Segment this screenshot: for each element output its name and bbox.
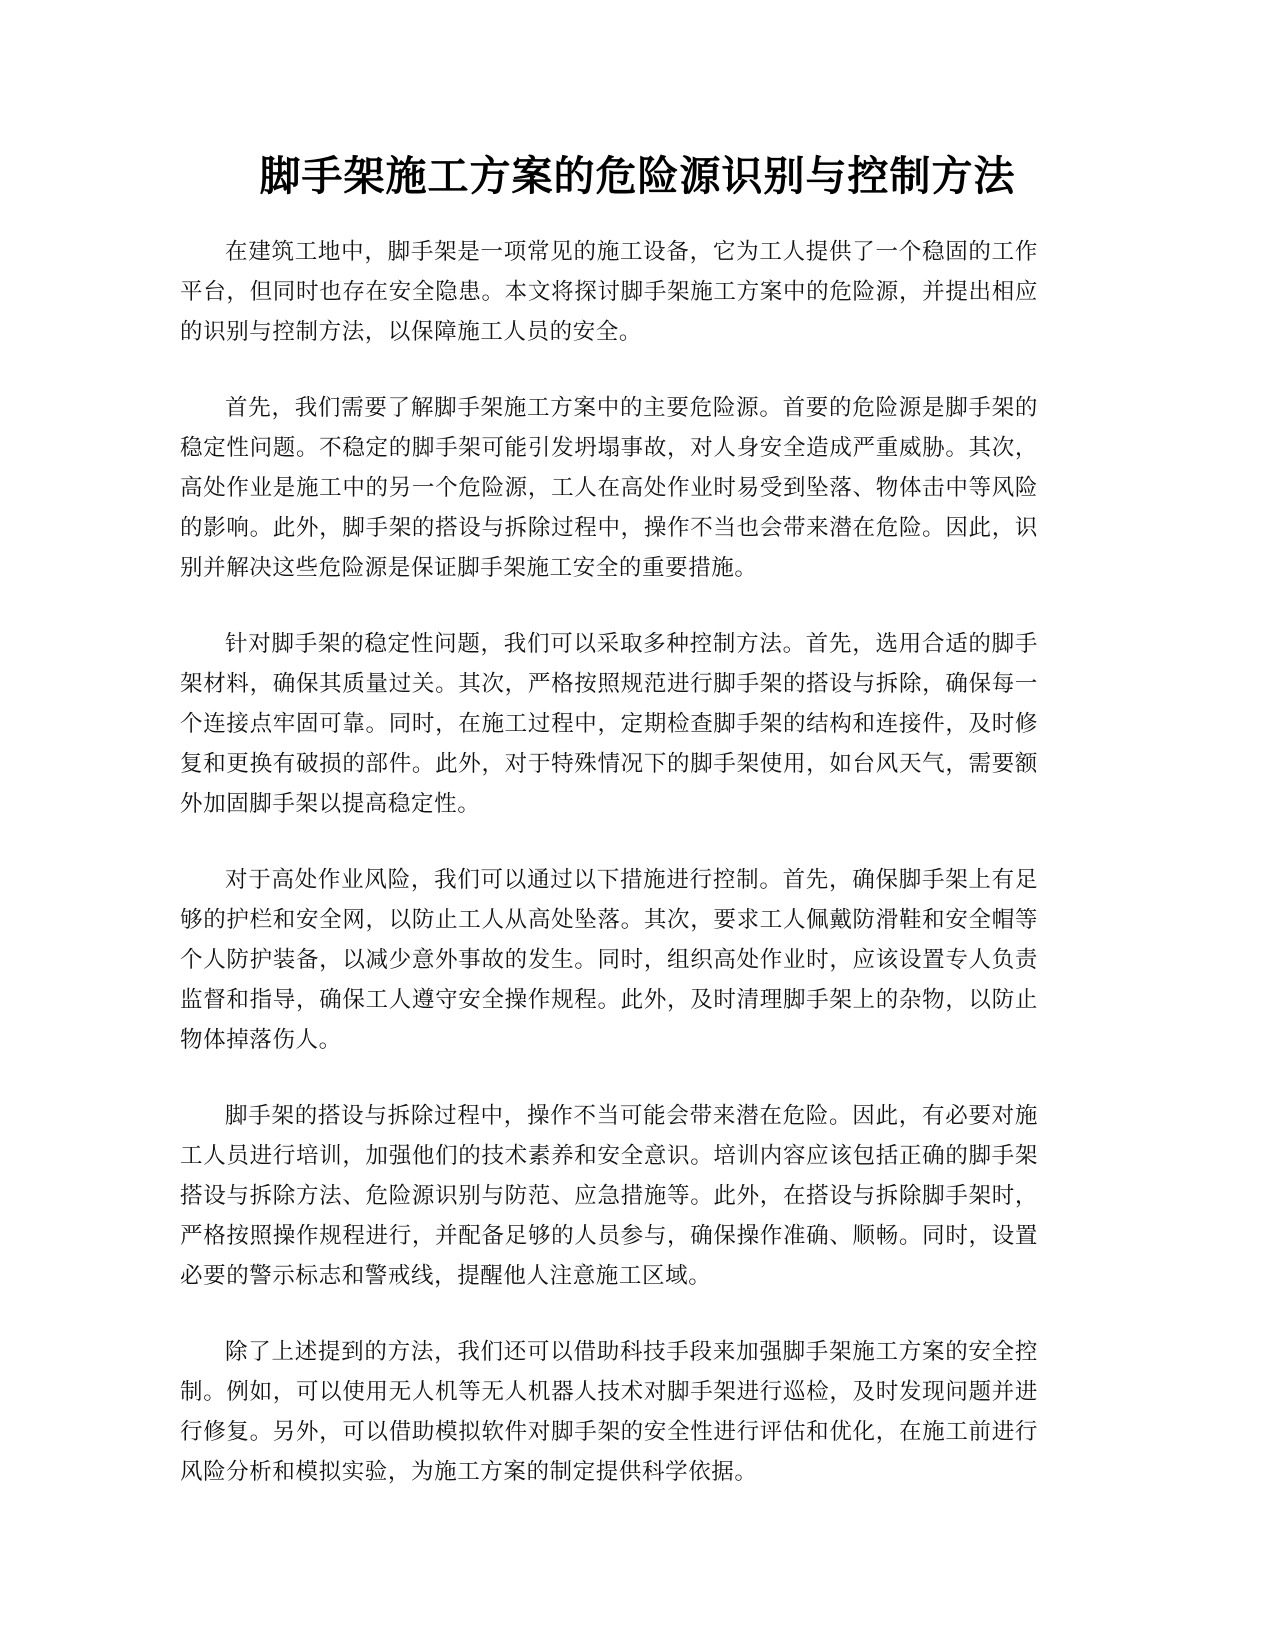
paragraph-stability-control: 针对脚手架的稳定性问题，我们可以采取多种控制方法。首先，选用合适的脚手架材料，确保其质量过关。其次，严格按照规范进行脚手架的搭设与拆除，确保每一个连接点牢固可靠。同时，在施工过程中，定期检查脚手架的结构和连接件，及时修复和更换有破损的部件。此外，对于特殊情况下的脚手架使用，如台风天气，需要额外加固脚手架以提高稳定性。 <box>180 631 1038 817</box>
paragraph-intro: 在建筑工地中，脚手架是一项常见的施工设备，它为工人提供了一个稳固的工作平台，但同时也存在安全隐患。本文将探讨脚手架施工方案中的危险源，并提出相应的识别与控制方法，以保障施工人员的安全。 <box>180 239 1038 345</box>
paragraph-erection-dismantling: 脚手架的搭设与拆除过程中，操作不当可能会带来潜在危险。因此，有必要对施工人员进行培训，加强他们的技术素养和安全意识。培训内容应该包括正确的脚手架搭设与拆除方法、危险源识别与防范、应急措施等。此外，在搭设与拆除脚手架时，严格按照操作规程进行，并配备足够的人员参与，确保操作准确、顺畅。同时，设置必要的警示标志和警戒线，提醒他人注意施工区域。 <box>180 1103 1038 1289</box>
paragraph-height-work-control: 对于高处作业风险，我们可以通过以下措施进行控制。首先，确保脚手架上有足够的护栏和安全网，以防止工人从高处坠落。其次，要求工人佩戴防滑鞋和安全帽等个人防护装备，以减少意外事故的发生。同时，组织高处作业时，应该设置专人负责监督和指导，确保工人遵守安全操作规程。此外，及时清理脚手架上的杂物，以防止物体掉落伤人。 <box>180 867 1038 1053</box>
document-title: 脚手架施工方案的危险源识别与控制方法 <box>259 152 1016 200</box>
paragraph-hazard-sources: 首先，我们需要了解脚手架施工方案中的主要危险源。首要的危险源是脚手架的稳定性问题。不稳定的脚手架可能引发坍塌事故，对人身安全造成严重威胁。其次，高处作业是施工中的另一个危险源，工人在高处作业时易受到坠落、物体击中等风险的影响。此外，脚手架的搭设与拆除过程中，操作不当也会带来潜在危险。因此，识别并解决这些危险源是保证脚手架施工安全的重要措施。 <box>180 395 1038 581</box>
paragraph-technology: 除了上述提到的方法，我们还可以借助科技手段来加强脚手架施工方案的安全控制。例如，可以使用无人机等无人机器人技术对脚手架进行巡检，及时发现问题并进行修复。另外，可以借助模拟软件对脚手架的安全性进行评估和优化，在施工前进行风险分析和模拟实验，为施工方案的制定提供科学依据。 <box>180 1339 1038 1485</box>
document-body <box>180 232 1038 1528</box>
